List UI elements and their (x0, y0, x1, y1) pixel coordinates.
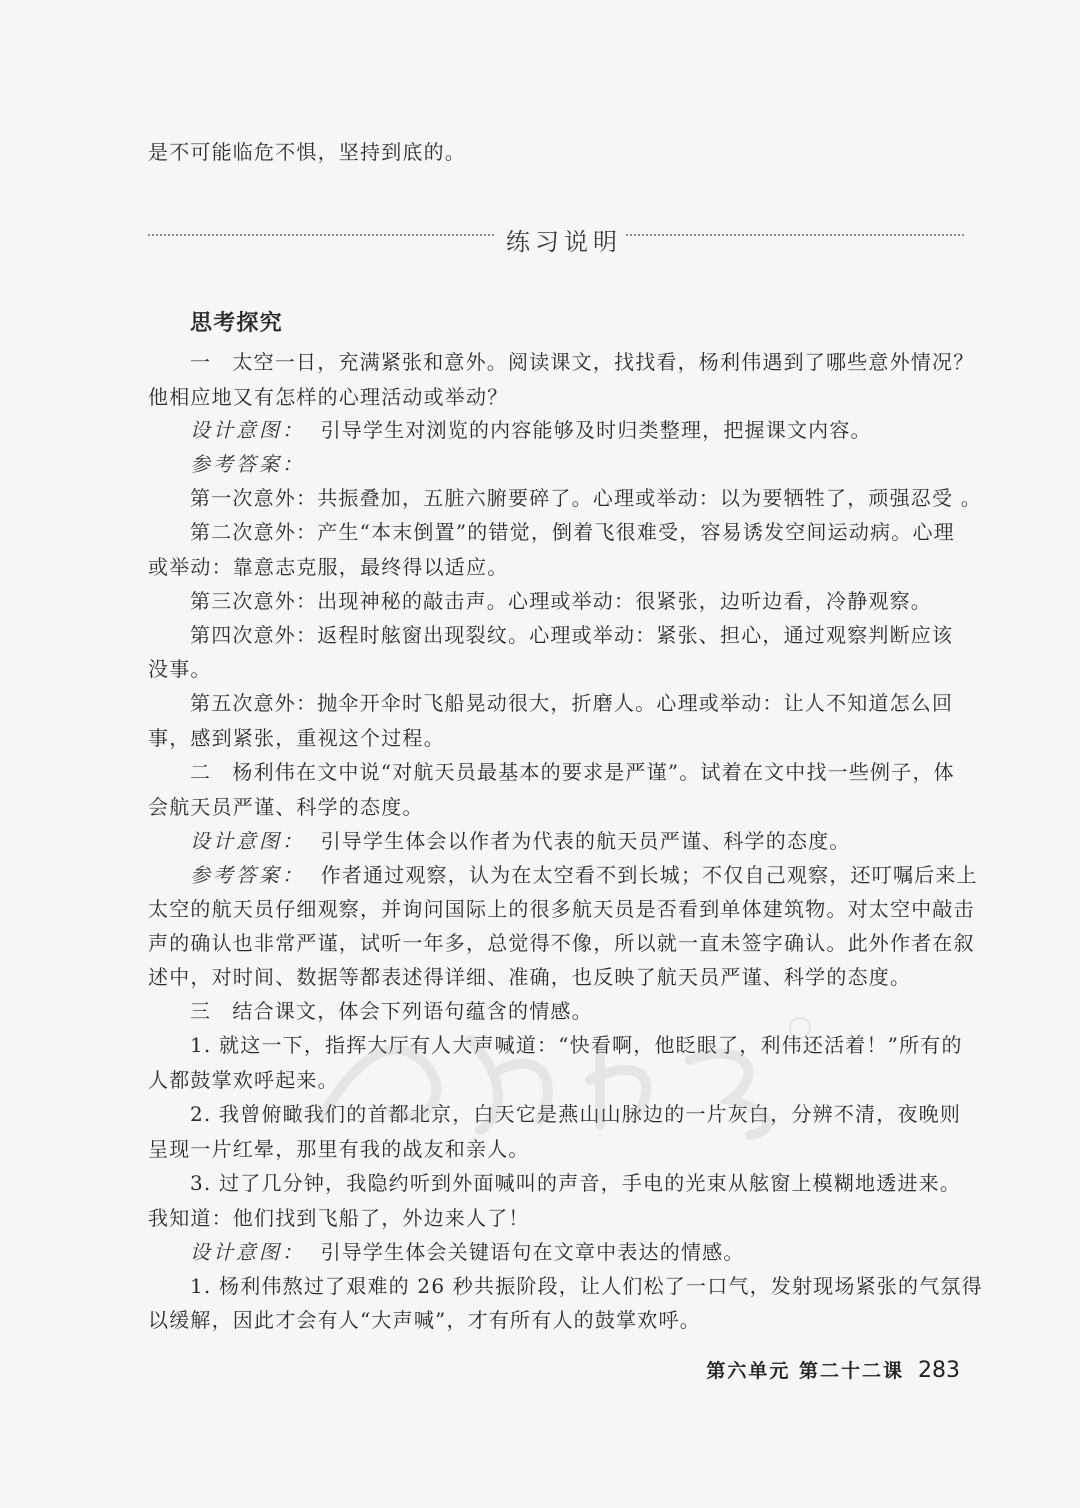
q1-answer-label (190, 452, 964, 476)
q2-answer-line-2: 太空的航天员仔细观察，并询问国际上的很多航天员是否看到单体建筑物。对太空中敲击 (148, 897, 975, 921)
design-label: 设计意图： (190, 418, 305, 442)
q3-answer-1-line-2: 以缓解，因此才会有人“大声喊”，才有所有人的鼓掌欢呼。 (148, 1308, 701, 1332)
q3-intent-row (190, 1240, 964, 1264)
q2-line-2: 会航天员严谨、科学的态度。 (148, 795, 424, 819)
answer-3: 第三次意外：出现神秘的敲击声。心理或举动：很紧张，边听边看，冷静观察。 (190, 589, 932, 613)
design-label: 设计意图： (190, 829, 305, 853)
q3-intent: 引导学生体会关键语句在文章中表达的情感。 (320, 1240, 745, 1264)
q1-intent: 引导学生对浏览的内容能够及时归类整理，把握课文内容。 (320, 418, 872, 442)
divider-right (626, 234, 964, 236)
answer-label: 参考答案： (190, 452, 305, 476)
page-number: 283 (918, 1358, 960, 1383)
answer-5-line-2: 事，感到紧张，重视这个过程。 (148, 726, 445, 750)
q2-answer-line-4: 述中，对时间、数据等都表述得详细、准确，也反映了航天员严谨、科学的态度。 (148, 965, 912, 989)
q2-intent: 引导学生体会以作者为代表的航天员严谨、科学的态度。 (320, 829, 851, 853)
answer-2-line-2: 或举动：靠意志克服，最终得以适应。 (148, 555, 509, 579)
q2-answer-row (190, 863, 978, 887)
answer-5-line-1: 第五次意外：抛伞开伞时飞船晃动很大，折磨人。心理或举动：让人不知道怎么回 (190, 691, 954, 715)
q3-sentence-2-line-2: 呈现一片红晕，那里有我的战友和亲人。 (148, 1137, 530, 1161)
q1-line-2: 他相应地又有怎样的心理活动或举动？ (148, 385, 509, 409)
divider-left (148, 234, 494, 236)
design-label: 设计意图： (190, 1240, 305, 1264)
carryover-line: 是不可能临危不惧，坚持到底的。 (148, 140, 466, 164)
q2-line-1: 二 杨利伟在文中说“对航天员最基本的要求是严谨”。试着在文中找一些例子，体 (190, 760, 955, 784)
q3-sentence-3-line-1: 3. 过了几分钟，我隐约听到外面喊叫的声音，手电的光束从舷窗上模糊地透进来。 (190, 1171, 962, 1195)
answer-2-line-1: 第二次意外：产生“本末倒置”的错觉，倒着飞很难受，容易诱发空间运动病。心理 (190, 520, 955, 544)
q3-sentence-2-line-1: 2. 我曾俯瞰我们的首都北京，白天它是燕山山脉边的一片灰白，分辨不清，夜晚则 (190, 1102, 962, 1126)
q2-intent-row (190, 829, 964, 853)
q3-line-1: 三 结合课文，体会下列语句蕴含的情感。 (190, 999, 593, 1023)
answer-4-line-2: 没事。 (148, 657, 212, 681)
q1-intent-row (190, 418, 964, 442)
footer-unit: 第六单元 第二十二课 (706, 1360, 904, 1382)
q2-answer-line-1: 作者通过观察，认为在太空看不到长城；不仅自己观察，还叮嘱后来上 (320, 863, 978, 887)
q1-line-1: 一 太空一日，充满紧张和意外。阅读课文，找找看，杨利伟遇到了哪些意外情况？ (190, 350, 975, 374)
section-title: 练习说明 (506, 228, 622, 256)
q3-sentence-1-line-2: 人都鼓掌欢呼起来。 (148, 1068, 339, 1092)
q3-sentence-1-line-1: 1. 就这一下，指挥大厅有人大声喊道：“快看啊，他眨眼了，利伟还活着！”所有的 (190, 1033, 963, 1057)
q2-answer-line-3: 声的确认也非常严谨，试听一年多，总觉得不像，所以就一直未签字确认。此外作者在叙 (148, 931, 975, 955)
q3-answer-1-line-1: 1. 杨利伟熬过了艰难的 26 秒共振阶段，让人们松了一口气，发射现场紧张的气氛得 (190, 1274, 983, 1298)
subheading: 思考探究 (190, 310, 283, 336)
answer-4-line-1: 第四次意外：返程时舷窗出现裂纹。心理或举动：紧张、担心，通过观察判断应该 (190, 623, 954, 647)
section-header (148, 222, 964, 256)
q3-sentence-3-line-2: 我知道：他们找到飞船了，外边来人了！ (148, 1206, 530, 1230)
answer-label: 参考答案： (190, 863, 305, 887)
page-footer (706, 1356, 960, 1383)
answer-1: 第一次意外：共振叠加，五脏六腑要碎了。心理或举动：以为要牺牲了，顽强忍受 。 (190, 486, 982, 510)
watermark-logo (300, 1010, 820, 1140)
